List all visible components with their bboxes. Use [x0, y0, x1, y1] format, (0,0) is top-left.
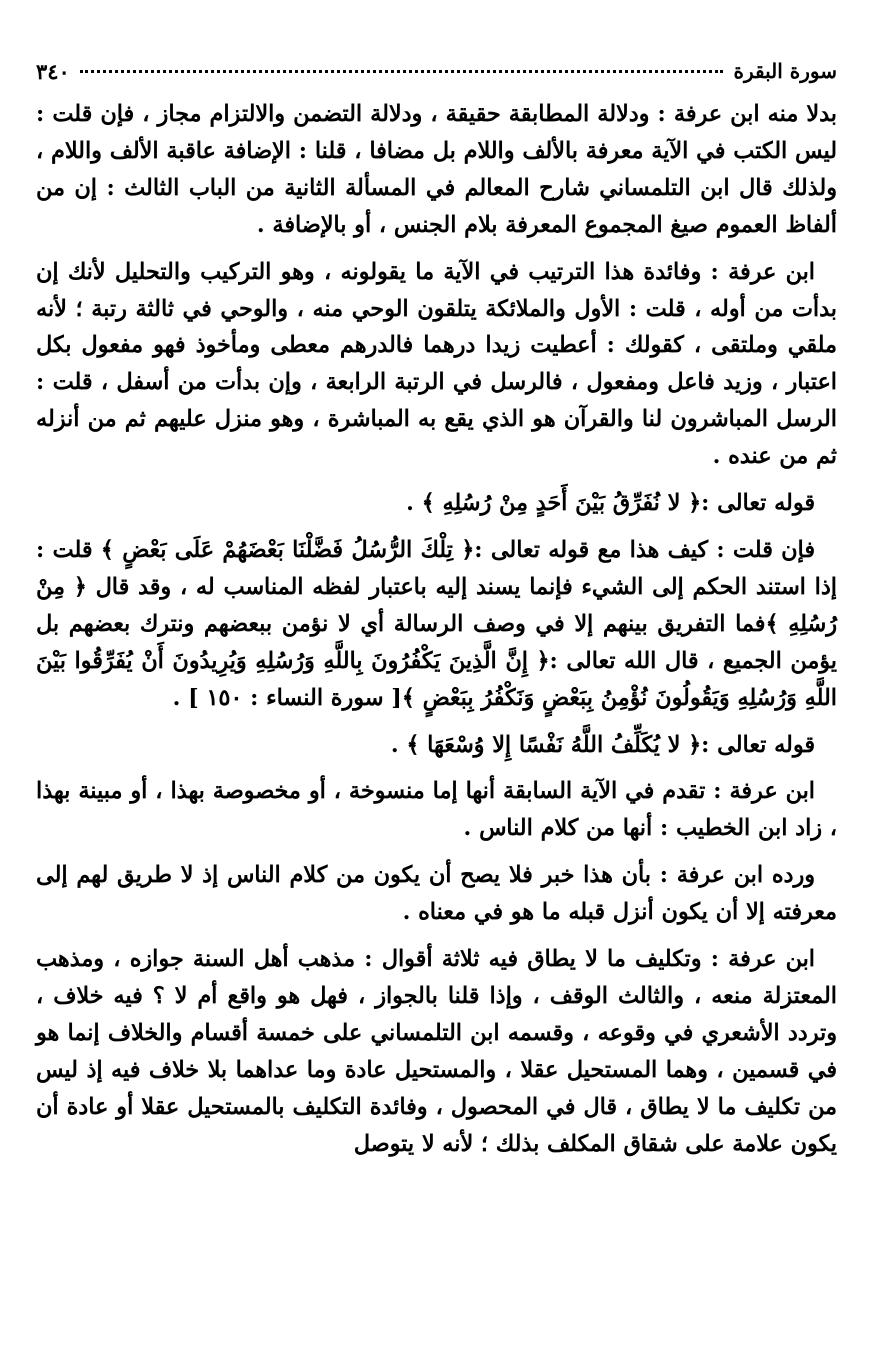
page-number: ٣٤٠: [36, 58, 70, 84]
paragraph-4: ابن عرفة : تقدم في الآية السابقة أنها إما منسوخة ، أو مخصوصة بهذا ، أو مبينة بهذا ، زاد ابن الخطيب : أنها من كلام الناس .: [36, 778, 837, 842]
running-header: [36, 54, 837, 88]
surah-title: سورة البقرة: [733, 59, 837, 83]
verse-heading-1: قوله تعالى :﴿ لا نُفَرِّقُ بَيْنَ أَحَدٍ مِنْ رُسُلِهِ ﴾ .: [406, 490, 815, 517]
paragraph-2: ابن عرفة : وفائدة هذا الترتيب في الآية ما يقولونه ، وهو التركيب والتحليل لأنك إن بدأت من أوله ، قلت : الأول والملائكة يتلقون الوحي منه ، والوحي في ثالثة رتبة ؛ لأنه ملقي وملتقى ، كقولك : أعطيت زيدا درهما فالدرهم معطى ومأخوذ فهو مفعول بكل اعتبار ، وزيد فاعل ومفعول ، فالرسل في الرتبة الرابعة ، وإن بدأت من أسفل ، قلت : الرسل المباشرون لنا والقرآن هو الذي يقع به المباشرة ، وهو منزل عليهم ثم من أنزله ثم من عنده .: [36, 258, 837, 470]
verse-heading-2: قوله تعالى :﴿ لا يُكَلِّفُ اللَّهُ نَفْسًا إِلا وُسْعَهَا ﴾ .: [390, 731, 815, 758]
paragraph-1: بدلا منه ابن عرفة : ودلالة المطابقة حقيقة ، ودلالة التضمن والالتزام مجاز ، فإن قلت : ليس الكتب في الآية معرفة بالألف واللام بل مضافا ، قلنا : الإضافة عاقبة الألف واللام ، ولذلك قال ابن التلمساني شارح المعالم في المسألة الثانية من الباب الثالث : إن من ألفاظ العموم صيغ المجموع المعرفة بلام الجنس ، أو بالإضافة .: [36, 101, 837, 238]
paragraph-5: ورده ابن عرفة : بأن هذا خبر فلا يصح أن يكون من كلام الناس إذ لا طريق لهم إلى معرفته إلا أن يكون أنزل قبله ما هو في معناه .: [36, 862, 837, 926]
paragraph-6: ابن عرفة : وتكليف ما لا يطاق فيه ثلاثة أقوال : مذهب أهل السنة جوازه ، ومذهب المعتزلة منعه ، والثالث الوقف ، وإذا قلنا بالجواز ، فهل هو واقع أم لا ؟ فيه خلاف ، وتردد الأشعري في وقوعه ، وقسمه ابن التلمساني على خمسة أقسام والخلاف إنما هو في قسمين ، وهما المستحيل عقلا ، والمستحيل عادة وما عداهما بلا خلاف فيه إذ ليس من تكليف ما لا يطاق ، قال في المحصول ، وفائدة التكليف بالمستحيل عقلا أو عادة أن يكون علامة على شقاق المكلف بذلك ؛ لأنه لا يتوصل: [36, 946, 837, 1157]
page-body: [36, 96, 837, 1172]
leader-dots: [80, 70, 724, 73]
paragraph-3: فإن قلت : كيف هذا مع قوله تعالى :﴿ تِلْكَ الرُّسُلُ فَضَّلْنَا بَعْضَهُمْ عَلَى بَعْضٍ ﴾ قلت : إذا استند الحكم إلى الشيء فإنما يسند إليه باعتبار لفظه المناسب له ، وقد قال ﴿ مِنْ رُسُلِهِ ﴾فما التفريق بينهم إلا في وصف الرسالة أي لا نؤمن ببعضهم ونترك بعضهم بل يؤمن الجميع ، قال الله تعالى :﴿ إِنَّ الَّذِينَ يَكْفُرُونَ بِاللَّهِ وَرُسُلِهِ وَيُرِيدُونَ أَنْ يُفَرِّقُوا بَيْنَ اللَّهِ وَرُسُلِهِ وَيَقُولُونَ نُؤْمِنُ بِبَعْضٍ وَنَكْفُرُ بِبَعْضٍ ﴾[ سورة النساء : ١٥٠ ] .: [36, 536, 837, 711]
